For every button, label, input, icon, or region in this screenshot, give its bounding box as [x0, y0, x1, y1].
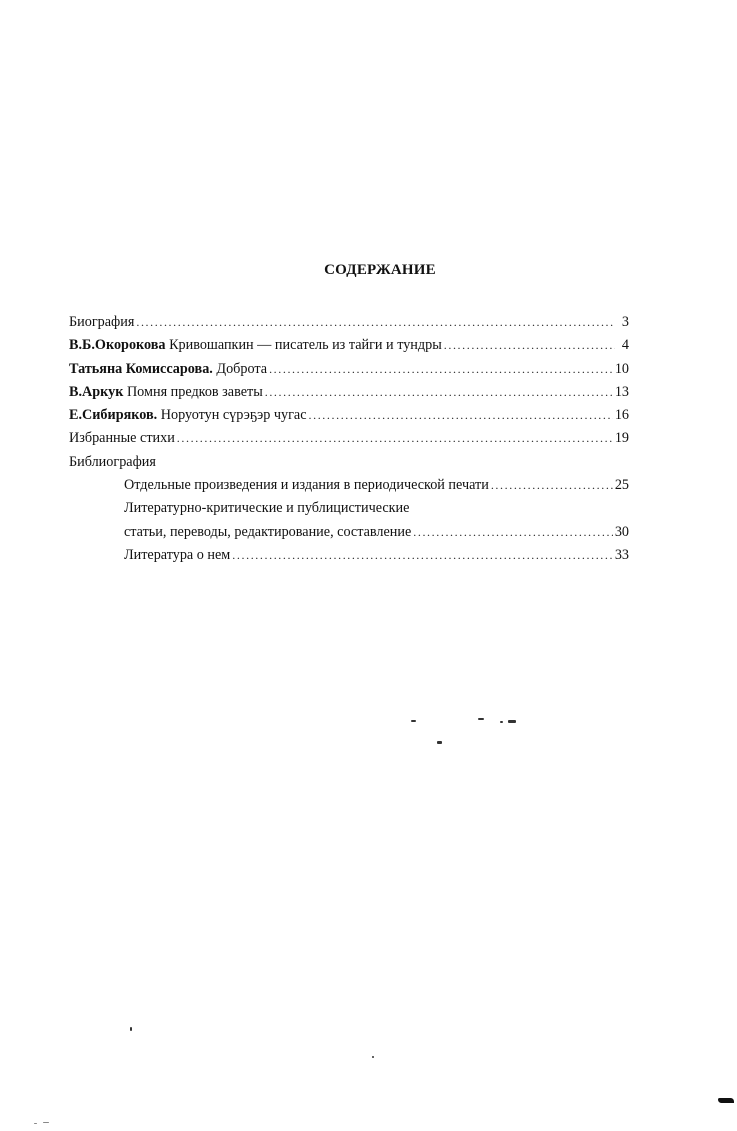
toc-entry-text: Биография [69, 314, 135, 330]
toc-entry-author: Татьяна Комиссарова. [69, 360, 213, 377]
toc-entry [69, 311, 629, 334]
toc-sub-entry [69, 474, 629, 497]
toc-page-number: 33 [614, 546, 629, 563]
toc-entry [69, 358, 629, 381]
table-of-contents [69, 311, 629, 567]
scan-speck [43, 1122, 49, 1123]
toc-leader-dots [269, 358, 613, 381]
toc-sub-entry [69, 544, 629, 567]
toc-page-number: 25 [614, 477, 629, 494]
toc-entry-title [69, 381, 263, 404]
toc-entry-title [69, 427, 175, 450]
toc-entry [69, 334, 629, 357]
toc-entry-title [69, 334, 442, 357]
scan-speck [478, 718, 484, 720]
toc-leader-dots [309, 404, 613, 427]
toc-entry-title [69, 404, 307, 427]
toc-entry-text: Литература о нем [124, 546, 231, 563]
toc-sub-entry [69, 521, 629, 544]
scan-speck [500, 721, 503, 723]
toc-page-number: 4 [621, 337, 629, 354]
toc-leader-dots [413, 521, 613, 544]
toc-entry-text: Библиография [69, 453, 156, 470]
toc-entry-text: статьи, переводы, редактирование, составление [124, 523, 412, 540]
toc-entry-text: Помня предков заветы [123, 383, 263, 400]
toc-leader-dots [491, 474, 613, 497]
scan-speck [372, 1056, 374, 1058]
toc-leader-dots [177, 427, 613, 450]
toc-entry [69, 381, 629, 404]
toc-entry-text: Отдельные произведения и издания в периодической печати [124, 477, 489, 494]
toc-leader-dots [444, 334, 615, 357]
toc-page-number: 10 [614, 360, 629, 377]
scan-speck [718, 1098, 734, 1103]
toc-leader-dots [232, 544, 613, 567]
toc-entry-text: Избранные стихи [69, 430, 175, 447]
toc-entry-title [69, 358, 267, 381]
scan-speck [130, 1027, 132, 1031]
toc-entry-author: Е.Сибиряков. [69, 407, 158, 424]
toc-leader-dots [265, 381, 613, 404]
scan-speck [411, 720, 416, 722]
toc-page-number: 13 [614, 383, 629, 400]
toc-entry-text: Норуотун сүрэҕэр чугас [157, 407, 307, 424]
toc-page-number: 3 [621, 314, 629, 330]
toc-page-number: 30 [614, 523, 629, 540]
scan-speck [508, 720, 516, 723]
toc-entry-title [69, 311, 134, 334]
page-title: СОДЕРЖАНИЕ [324, 262, 436, 278]
toc-entry-author: В.Б.Окорокова [69, 337, 166, 354]
toc-leader-dots [136, 311, 615, 334]
toc-sub-entry [69, 497, 629, 520]
toc-entry-text: Литературно-критические и публицистические [124, 500, 410, 517]
toc-entry [69, 427, 629, 450]
toc-entry-text: Доброта [212, 360, 268, 377]
toc-page-number: 19 [614, 430, 629, 447]
toc-page-number: 16 [614, 407, 629, 424]
toc-entry-title [69, 451, 156, 474]
scan-speck [34, 1123, 37, 1124]
scan-speck [437, 741, 442, 744]
toc-entry-text: Кривошапкин — писатель из тайги и тундры [165, 337, 442, 354]
toc-entry-author: В.Аркук [69, 383, 124, 400]
toc-entry [69, 404, 629, 427]
toc-section-heading [69, 451, 629, 474]
